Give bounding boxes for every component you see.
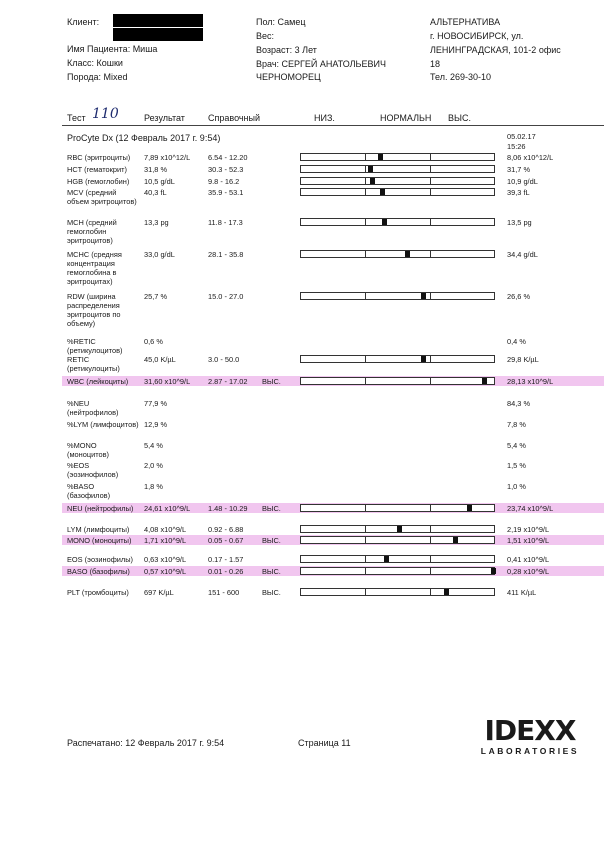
test-flag: ВЫС. <box>262 504 281 513</box>
patient-name: Имя Пациента: Миша <box>67 44 158 54</box>
range-bar <box>300 525 495 533</box>
test-result: 2,0 % <box>144 461 163 470</box>
test-result: 0,57 x10^9/L <box>144 567 187 576</box>
range-marker <box>467 505 472 511</box>
test-result: 10,5 g/dL <box>144 177 175 186</box>
test-result: 31,60 x10^9/L <box>144 377 191 386</box>
previous-result: 1,51 x10^9/L <box>507 536 550 545</box>
range-bar <box>300 250 495 258</box>
range-divider-low <box>365 568 366 574</box>
test-reference: 3.0 - 50.0 <box>208 355 240 364</box>
test-result: 77,9 % <box>144 399 168 408</box>
test-flag: ВЫС. <box>262 588 281 597</box>
range-marker <box>368 166 373 172</box>
range-bar <box>300 292 495 300</box>
header-divider <box>62 125 604 126</box>
patient-sex: Пол: Самец <box>256 17 306 27</box>
range-divider-high <box>430 189 431 195</box>
test-reference: 1.48 - 10.29 <box>208 504 248 513</box>
test-name: %BASO (базофилов) <box>67 482 111 500</box>
range-divider-low <box>365 356 366 362</box>
range-divider-low <box>365 154 366 160</box>
range-bar <box>300 218 495 226</box>
range-bar <box>300 377 495 385</box>
range-divider-low <box>365 293 366 299</box>
test-result: 13,3 pg <box>144 218 169 227</box>
test-name: %MONO (моноцитов) <box>67 441 110 459</box>
previous-result: 8,06 x10^12/L <box>507 153 554 162</box>
patient-age: Возраст: 3 Лет <box>256 45 317 55</box>
range-divider-high <box>430 568 431 574</box>
doctor-name-cont: ЧЕРНОМОРЕЦ <box>256 72 321 82</box>
test-reference: 0.01 - 0.26 <box>208 567 244 576</box>
range-divider-high <box>430 526 431 532</box>
range-marker <box>378 154 383 160</box>
previous-result: 23,74 x10^9/L <box>507 504 554 513</box>
patient-weight: Вес: <box>256 31 275 41</box>
previous-result: 1,0 % <box>507 482 526 491</box>
test-result: 12,9 % <box>144 420 168 429</box>
range-divider-low <box>365 378 366 384</box>
doctor-name: Врач: СЕРГЕЙ АНАТОЛЬЕВИЧ <box>256 59 386 69</box>
range-divider-high <box>430 293 431 299</box>
range-marker <box>444 589 449 595</box>
range-marker <box>397 526 402 532</box>
range-divider-high <box>430 505 431 511</box>
test-name: RBC (эритроциты) <box>67 153 131 162</box>
test-name: MCH (средний гемоглобин эритроцитов) <box>67 218 117 245</box>
test-name: %NEU (нейтрофилов) <box>67 399 119 417</box>
range-divider-low <box>365 166 366 172</box>
range-marker <box>491 568 496 574</box>
test-result: 5,4 % <box>144 441 163 450</box>
range-divider-high <box>430 589 431 595</box>
previous-result: 7,8 % <box>507 420 526 429</box>
range-divider-high <box>430 166 431 172</box>
range-divider-low <box>365 526 366 532</box>
range-divider-low <box>365 251 366 257</box>
test-name: EOS (эозинофилы) <box>67 555 134 564</box>
col-test: Тест <box>67 113 86 123</box>
test-name: BASO (базофилы) <box>67 567 130 576</box>
test-reference: 28.1 - 35.8 <box>208 250 244 259</box>
col-high: ВЫС. <box>448 113 471 123</box>
test-reference: 9.8 - 16.2 <box>208 177 240 186</box>
logo-sub-text: LABORATORIES <box>480 746 580 756</box>
range-divider-low <box>365 219 366 225</box>
previous-result: 0,41 x10^9/L <box>507 555 550 564</box>
test-reference: 0.05 - 0.67 <box>208 536 244 545</box>
previous-date: 05.02.17 <box>507 132 536 141</box>
logo-main-text: IDEXX <box>484 714 576 747</box>
test-reference: 151 - 600 <box>208 588 240 597</box>
clinic-address-3: 18 <box>430 59 441 69</box>
previous-result: 0,28 x10^9/L <box>507 567 550 576</box>
clinic-name: АЛЬТЕРНАТИВА <box>430 17 501 27</box>
range-marker <box>384 556 389 562</box>
handwritten-number: 110 <box>92 106 119 122</box>
test-result: 31,8 % <box>144 165 168 174</box>
range-divider-high <box>430 556 431 562</box>
previous-result: 34,4 g/dL <box>507 250 538 259</box>
patient-class: Класс: Кошки <box>67 58 123 68</box>
clinic-address-1: г. НОВОСИБИРСК, ул. <box>430 31 524 41</box>
test-result: 697 K/µL <box>144 588 174 597</box>
previous-result: 13,5 pg <box>507 218 532 227</box>
test-result: 0,6 % <box>144 337 163 346</box>
range-bar <box>300 536 495 544</box>
previous-result: 84,3 % <box>507 399 531 408</box>
previous-result: 2,19 x10^9/L <box>507 525 550 534</box>
range-marker <box>453 537 458 543</box>
test-flag: ВЫС. <box>262 567 281 576</box>
range-divider-high <box>430 178 431 184</box>
range-divider-high <box>430 154 431 160</box>
test-result: 45,0 K/µL <box>144 355 176 364</box>
range-divider-high <box>430 251 431 257</box>
test-name: HCT (гематокрит) <box>67 165 127 174</box>
test-result: 25,7 % <box>144 292 168 301</box>
printed-date: Распечатано: 12 Февраль 2017 г. 9:54 <box>67 738 225 748</box>
range-marker <box>380 189 385 195</box>
clinic-phone: Тел. 269-30-10 <box>430 72 491 82</box>
range-bar <box>300 588 495 596</box>
test-name: NEU (нейтрофилы) <box>67 504 134 513</box>
test-result: 1,8 % <box>144 482 163 491</box>
redacted-client-name <box>113 14 203 27</box>
test-reference: 0.17 - 1.57 <box>208 555 244 564</box>
range-divider-low <box>365 556 366 562</box>
col-result: Результат <box>144 113 185 123</box>
col-normal: НОРМАЛЬН <box>380 113 432 123</box>
test-reference: 6.54 - 12.20 <box>208 153 248 162</box>
clinic-address-2: ЛЕНИНГРАДСКАЯ, 101-2 офис <box>430 45 561 55</box>
test-name: MCHC (средняя концентрация гемоглобина в эритроцитах) <box>67 250 122 286</box>
test-reference: 2.87 - 17.02 <box>208 377 248 386</box>
test-flag: ВЫС. <box>262 377 281 386</box>
test-name: %EOS (эозинофилов) <box>67 461 119 479</box>
range-marker <box>382 219 387 225</box>
test-name: MONO (моноциты) <box>67 536 132 545</box>
test-reference: 35.9 - 53.1 <box>208 188 244 197</box>
col-low: НИЗ. <box>314 113 335 123</box>
previous-result: 29,8 K/µL <box>507 355 539 364</box>
range-bar <box>300 555 495 563</box>
range-divider-high <box>430 219 431 225</box>
test-flag: ВЫС. <box>262 536 281 545</box>
range-bar <box>300 153 495 161</box>
redacted-client-name-2 <box>113 28 203 41</box>
test-name: HGB (гемоглобин) <box>67 177 130 186</box>
col-reference: Справочный <box>208 113 261 123</box>
previous-result: 0,4 % <box>507 337 526 346</box>
test-reference: 11.8 - 17.3 <box>208 218 243 227</box>
previous-result: 31,7 % <box>507 165 531 174</box>
test-result: 7,89 x10^12/L <box>144 153 191 162</box>
test-name: PLT (тромбоциты) <box>67 588 129 597</box>
test-reference: 30.3 - 52.3 <box>208 165 244 174</box>
range-bar <box>300 188 495 196</box>
previous-result: 26,6 % <box>507 292 531 301</box>
range-divider-low <box>365 537 366 543</box>
test-name: RDW (ширина распределения эритроцитов по объему) <box>67 292 121 328</box>
previous-result: 10,9 g/dL <box>507 177 538 186</box>
test-name: %RETIC (ретикулоцитов) <box>67 337 123 355</box>
test-result: 24,61 x10^9/L <box>144 504 191 513</box>
test-result: 0,63 x10^9/L <box>144 555 187 564</box>
test-result: 40,3 fL <box>144 188 167 197</box>
range-marker <box>421 356 426 362</box>
range-divider-high <box>430 378 431 384</box>
client-label: Клиент: <box>67 17 100 27</box>
test-name: %LYM (лимфоцитов) <box>67 420 139 429</box>
test-name: LYM (лимфоциты) <box>67 525 130 534</box>
range-bar <box>300 504 495 512</box>
previous-result: 28,13 x10^9/L <box>507 377 554 386</box>
range-bar <box>300 177 495 185</box>
range-divider-low <box>365 189 366 195</box>
panel-title: ProCyte Dx (12 Февраль 2017 г. 9:54) <box>67 133 221 143</box>
previous-result: 39,3 fL <box>507 188 530 197</box>
range-bar <box>300 165 495 173</box>
patient-breed: Порода: Mixed <box>67 72 128 82</box>
range-marker <box>421 293 426 299</box>
test-result: 1,71 x10^9/L <box>144 536 187 545</box>
range-divider-high <box>430 356 431 362</box>
range-bar <box>300 355 495 363</box>
range-divider-low <box>365 589 366 595</box>
range-marker <box>482 378 487 384</box>
test-reference: 0.92 - 6.88 <box>208 525 244 534</box>
previous-result: 5,4 % <box>507 441 526 450</box>
test-name: WBC (лейкоциты) <box>67 377 129 386</box>
page-number: Страница 11 <box>298 738 351 748</box>
range-marker <box>405 251 410 257</box>
range-divider-high <box>430 537 431 543</box>
previous-result: 411 K/µL <box>507 588 537 597</box>
range-marker <box>370 178 375 184</box>
range-divider-low <box>365 505 366 511</box>
previous-result: 1,5 % <box>507 461 526 470</box>
test-name: RETIC (ретикулоциты) <box>67 355 120 373</box>
test-result: 33,0 g/dL <box>144 250 175 259</box>
test-reference: 15.0 - 27.0 <box>208 292 244 301</box>
range-bar <box>300 567 495 575</box>
idexx-logo <box>475 714 585 756</box>
test-result: 4,08 x10^9/L <box>144 525 187 534</box>
test-name: MCV (средний объем эритроцитов) <box>67 188 137 206</box>
previous-time: 15:26 <box>507 142 526 151</box>
range-divider-low <box>365 178 366 184</box>
